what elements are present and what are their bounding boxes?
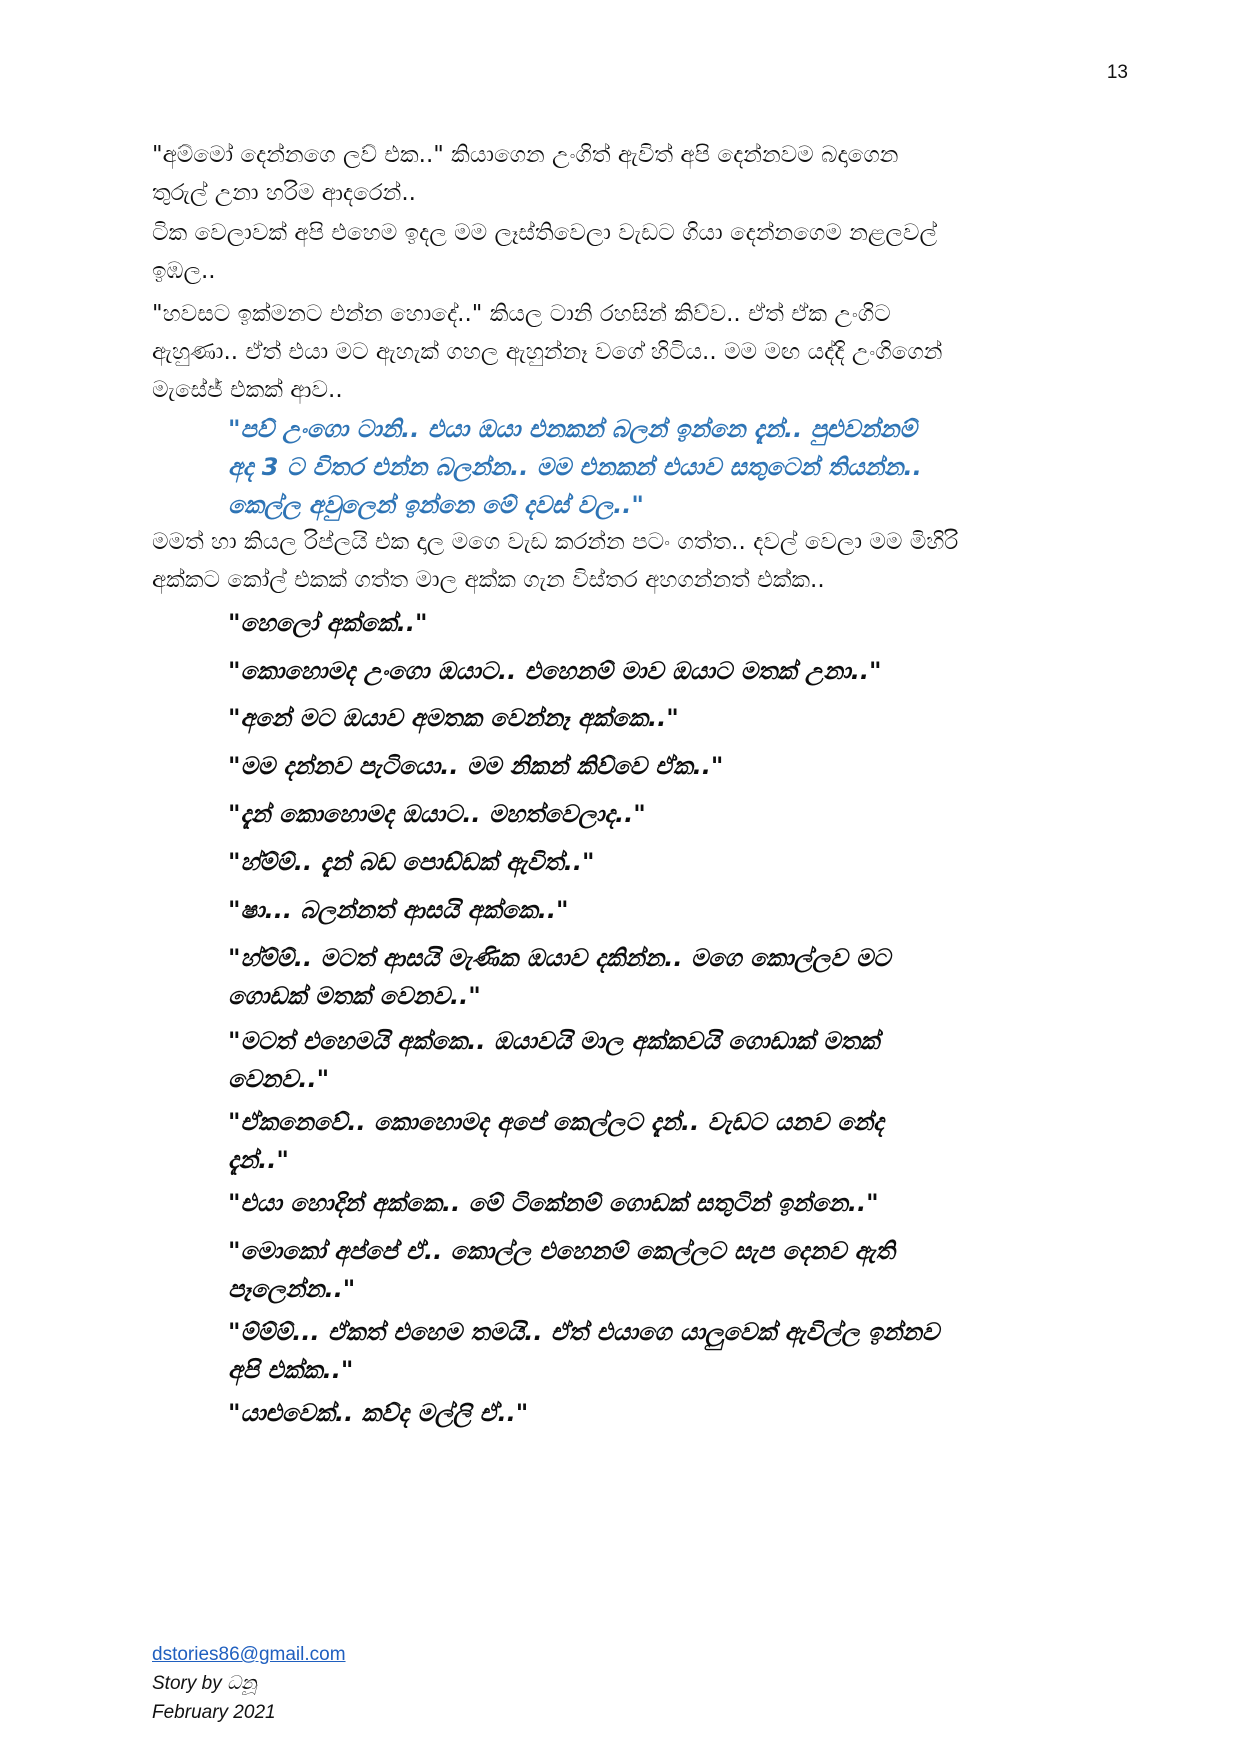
text-line: "මටත් එහෙමයි අක්කෙ.. ඔයාවයි මාල අක්කවයි ගොඩාක් මතක් <box>228 1027 880 1055</box>
paragraph <box>152 214 1092 290</box>
text-line: ඉඹල.. <box>152 258 216 284</box>
text-line: "යාළුවෙක්.. කව්ද මල්ලි ඒ.." <box>228 1399 529 1427</box>
text-line: "කොහොමද උංගො ඔයාට.. එහෙනම් මාව ඔයාට මතක් උනා.." <box>228 657 882 685</box>
text-line: ටික වෙලාවක් අපි එහෙම ඉදල මම ලෑස්තිවෙලා වැඩට ගියා දෙන්නගෙම නළලවල් <box>152 220 938 246</box>
dialogue-line <box>228 1103 1088 1179</box>
dialogue-line <box>228 1184 1088 1222</box>
text-line: දැන්.." <box>228 1146 289 1174</box>
dialogue-line <box>228 699 1088 737</box>
text-line: අද 3 ට විතර එන්න බලන්න.. මම එනකන් එයාව සතුටෙන් තියන්න.. <box>228 453 922 481</box>
text-line: පෑලෙන්න.." <box>228 1275 356 1303</box>
dialogue-line <box>228 604 1088 642</box>
text-line: අක්කට කෝල් එකක් ගත්ත මාල අක්ක ගැන විස්තර අහගන්නත් එක්ක.. <box>152 567 825 593</box>
dialogue-line <box>228 843 1088 881</box>
email-link[interactable]: dstories86@gmail.com <box>152 1644 346 1665</box>
text-line: වෙනව.." <box>228 1065 330 1093</box>
text-line: "හ්ම්ම්.. මටත් ආසයි මැණික ඔයාව දකින්න.. මගෙ කොල්ලව මට <box>228 944 891 972</box>
dialogue-line <box>228 1022 1088 1098</box>
story-by: Story by ධනූ <box>152 1673 257 1694</box>
dialogue-line <box>228 652 1088 690</box>
paragraph <box>152 523 1092 599</box>
text-message <box>228 410 1088 524</box>
dialogue-line <box>228 891 1088 929</box>
dialogue-line <box>228 1232 1088 1308</box>
dialogue-line <box>228 1313 1088 1389</box>
text-line: "හ්ම්ම්.. දැන් බඩ පොඩ්ඩක් ඇවිත්.." <box>228 848 595 876</box>
page-number: 13 <box>1106 62 1128 83</box>
text-line: "මම දන්නව පැටියො.. මම නිකන් කිව්වෙ ඒක.." <box>228 752 724 780</box>
footer <box>152 1640 346 1727</box>
text-line: "ම්ම්ම්... ඒකත් එහෙම තමයි.. ඒත් එයාගෙ යාලුවෙක් ඇවිල්ල ඉන්නව <box>228 1318 940 1346</box>
text-line: "මොකෝ අප්පේ ඒ.. කොල්ල එහෙනම් කෙල්ලට සැප දෙනව ඇති <box>228 1237 895 1265</box>
text-line: ගොඩක් මතක් වෙනව.." <box>228 982 481 1010</box>
text-line: "ඒකනෙවේ.. කොහොමද අපේ කෙල්ලට දැන්.. වැඩට යනව නේද <box>228 1108 884 1136</box>
text-line: "අම්මෝ දෙන්නගෙ ලව් එක.." කියාගෙන උංගිත් ඇවිත් අපි දෙන්නවම බදාගෙන <box>152 142 899 168</box>
dialogue-line <box>228 1394 1088 1432</box>
text-line: "අනේ මට ඔයාව අමතක වෙන්නෑ අක්කෙ.." <box>228 704 679 732</box>
dialogue-line <box>228 747 1088 785</box>
text-line: ඇහුණා.. ඒත් එයා මට ඇහැක් ගහල ඇහුන්නෑ වගේ හිටිය.. මම මඟ යද්දි උංගිගෙන් <box>152 339 943 365</box>
text-line: "පව් උංගො ටානි.. එයා ඔයා එනකන් බලන් ඉන්නෙ දැන්.. පුළුවන්නම් <box>228 415 917 443</box>
date: February 2021 <box>152 1702 276 1723</box>
dialogue-line <box>228 939 1088 1015</box>
dialogue-line <box>228 795 1088 833</box>
text-line: අපි එක්ක.." <box>228 1356 354 1384</box>
text-line: "හෙලෝ අක්කේ.." <box>228 609 428 637</box>
text-line: "ෂා... බලන්නත් ආසයි අක්කෙ.." <box>228 896 569 924</box>
text-line: මැසේජ් එකක් ආව.. <box>152 377 343 403</box>
text-line: කෙල්ල අවුලෙන් ඉන්නෙ මේ දවස් වල.." <box>228 491 644 519</box>
text-line: "එයා හොදින් අක්කෙ.. මේ ටිකේනම් ගොඩක් සතුටින් ඉන්නෙ.." <box>228 1189 879 1217</box>
text-line: "හවසට ඉක්මනට එන්න හොදේ.." කියල ටානි රහසින් කිව්ව.. ඒත් ඒක උංගිට <box>152 301 891 327</box>
paragraph <box>152 136 1092 212</box>
paragraph <box>152 295 1092 409</box>
text-line: මමත් හා කියල රිප්ලයි එක දාල මගෙ වැඩ කරන්න පටං ගත්ත.. දවල් වෙලා මම මිහිරි <box>152 529 959 555</box>
text-line: තුරුල් උනා හරිම ආදරෙන්.. <box>152 180 416 206</box>
text-line: "දැන් කොහොමද ඔයාට.. මහත්වෙලාද.." <box>228 800 646 828</box>
